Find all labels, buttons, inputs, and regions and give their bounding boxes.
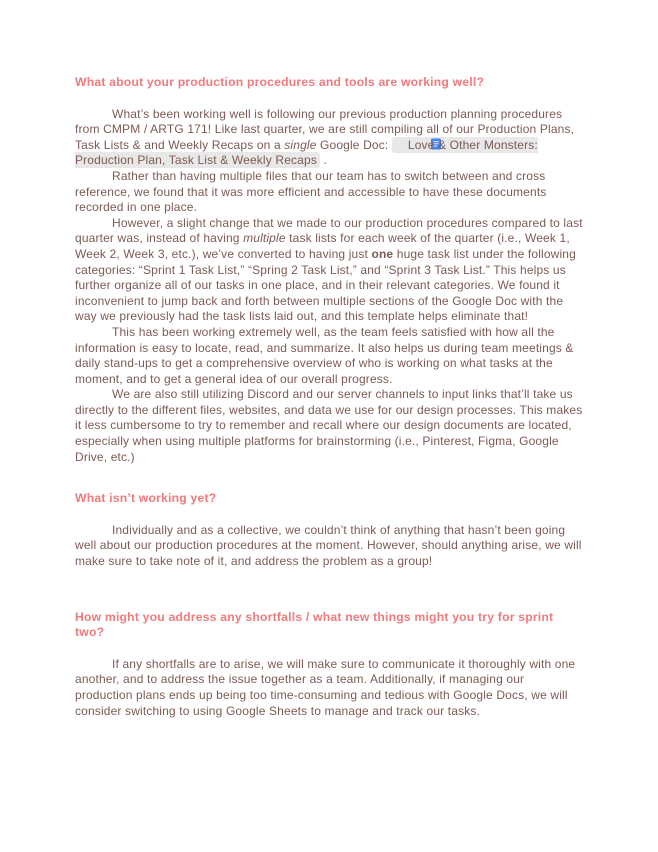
text-run: Individually and as a collective, we couldn’t think of anything that hasn’t been going well about our production procedures at the moment. However, should anything arise, we will make sure to take note of it, and address the problem as a group! (75, 522, 582, 569)
heading-shortfalls: How might you address any shortfalls / what new things might you try for sprint two? (75, 609, 554, 640)
heading-not-working: What isn’t working yet? (75, 491, 217, 506)
text-run: single (284, 137, 317, 152)
para-shortfalls (75, 657, 583, 719)
para-slight-change (75, 216, 583, 325)
text-run: Rather than having multiple files that our team has to switch between and cross reference, we found that it was more efficient and accessible to have these documents recorded in one place. (75, 168, 547, 215)
document-body (75, 75, 583, 719)
text-run: If any shortfalls are to arise, we will make sure to communicate it thoroughly with one another, and to address the issue together as a team. Additionally, if managing our production plans ends up being too time-consuming and tedious with Google Docs, we will consider switching to using Google Sheets to manage and track our tasks. (75, 656, 576, 718)
para-rather-than (75, 169, 583, 216)
doc-link-label: Love & Other Monsters: Production Plan, Task List & Weekly Recaps (75, 137, 538, 168)
text-run: . (319, 153, 327, 168)
text-run: We are also still utilizing Discord and our server channels to input links that’ll take us directly to the different files, websites, and data we use for our design processes. This makes it less cumbersome to try to remember and recall where our design documents are located, especially when using multiple platforms for brainstorming (i.e., Pinterest, Figma, Google Drive, etc.) (75, 387, 583, 464)
para-whats-working (75, 107, 583, 169)
text-run: huge task list under the following categories: “Sprint 1 Task List,” “Spring 2 Task List,” and “Sprint 3 Task List.” This helps us further organize all of our tasks in one place, and in their relevant categories. We found it inconvenient to jump back and forth between multiple sections of the Google Doc with the way we previously had the task lists laid out, and this template helps eliminate that! (75, 246, 576, 324)
text-run: task lists for each week of the quarter (i.e., Week 1, Week 2, Week 3, etc.), we’ve converted to having just (75, 231, 570, 261)
text-run: However, a slight change that we made to our production procedures compared to last quarter was, instead of having (75, 215, 583, 246)
para-not-working (75, 523, 583, 570)
para-working-extremely-well (75, 325, 583, 387)
para-discord (75, 387, 583, 465)
text-run: This has been working extremely well, as the team feels satisfied with how all the information is easy to locate, read, and summarize. It also helps us during team meetings & daily stand-ups to get a comprehensive overview of who is working on what tasks at the moment, and to get a general idea of our overall progress. (75, 324, 574, 386)
text-run: multiple (243, 231, 286, 246)
text-run: Google Doc: (316, 137, 392, 152)
google-doc-icon (394, 138, 404, 150)
text-run: one (371, 246, 394, 261)
text-run: What’s been working well is following our previous production planning procedures from CMPM / ARTG 171! Like last quarter, we are still compiling all of our Production Plans, Task Lists & and Weekly Recaps on a (75, 106, 575, 152)
heading-working-well: What about your production procedures and tools are working well? (75, 75, 485, 89)
